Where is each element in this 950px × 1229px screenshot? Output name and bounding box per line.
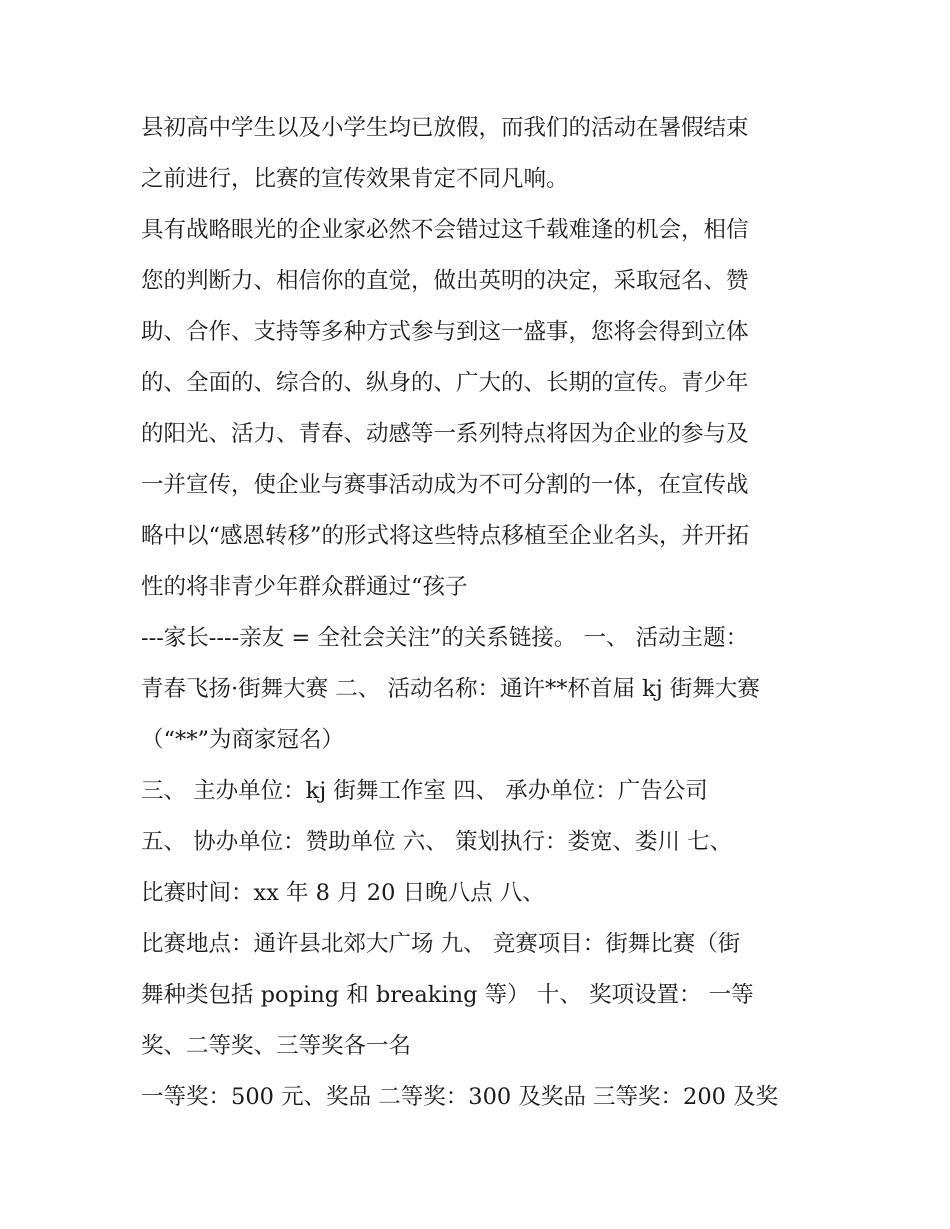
text-line: 比赛地点：通许县北郊大广场 九、 竞赛项目：街舞比赛（街 [141,931,741,957]
text-line: 的阳光、活力、青春、动感等一系列特点将因为企业的参与及 [141,421,749,447]
text-line: 奖、二等奖、三等奖各一名 [141,1033,412,1059]
text-line: 一等奖：500 元、奖品 二等奖：300 及奖品 三等奖：200 及奖 [141,1084,779,1110]
text-line: 性的将非青少年群众群通过“孩子 [141,574,468,600]
text-line: 的、全面的、综合的、纵身的、广大的、长期的宣传。青少年 [141,370,749,396]
text-line: 三、 主办单位：kj 街舞工作室 四、 承办单位：广告公司 [141,778,708,804]
text-line: 比赛时间：xx 年 8 月 20 日晚八点 八、 [141,880,545,906]
text-line: （“**”为商家冠名） [141,727,345,753]
text-line: 舞种类包括 poping 和 breaking 等） 十、 奖项设置： 一等 [141,982,754,1008]
document-body [141,103,821,1123]
text-line: 青春飞扬·街舞大赛 二、 活动名称：通许**杯首届 kj 街舞大赛 [141,676,760,702]
text-line: 您的判断力、相信你的直觉，做出英明的决定，采取冠名、赞 [141,268,749,294]
text-line: 略中以“感恩转移”的形式将这些特点移植至企业名头，并开拓 [141,523,750,549]
text-line: 县初高中学生以及小学生均已放假，而我们的活动在暑假结束 [141,115,749,141]
text-line: 五、 协办单位：赞助单位 六、 策划执行：娄宽、娄川 七、 [141,829,733,855]
text-line: 具有战略眼光的企业家必然不会错过这千载难逢的机会，相信 [141,217,749,243]
text-line: 之前进行，比赛的宣传效果肯定不同凡响。 [141,166,569,192]
text-line: 助、合作、支持等多种方式参与到这一盛事，您将会得到立体 [141,319,749,345]
text-line: 一并宣传，使企业与赛事活动成为不可分割的一体，在宣传战 [141,472,749,498]
text-line: ---家长----亲友 = 全社会关注”的关系链接。 一、 活动主题： [141,625,749,651]
